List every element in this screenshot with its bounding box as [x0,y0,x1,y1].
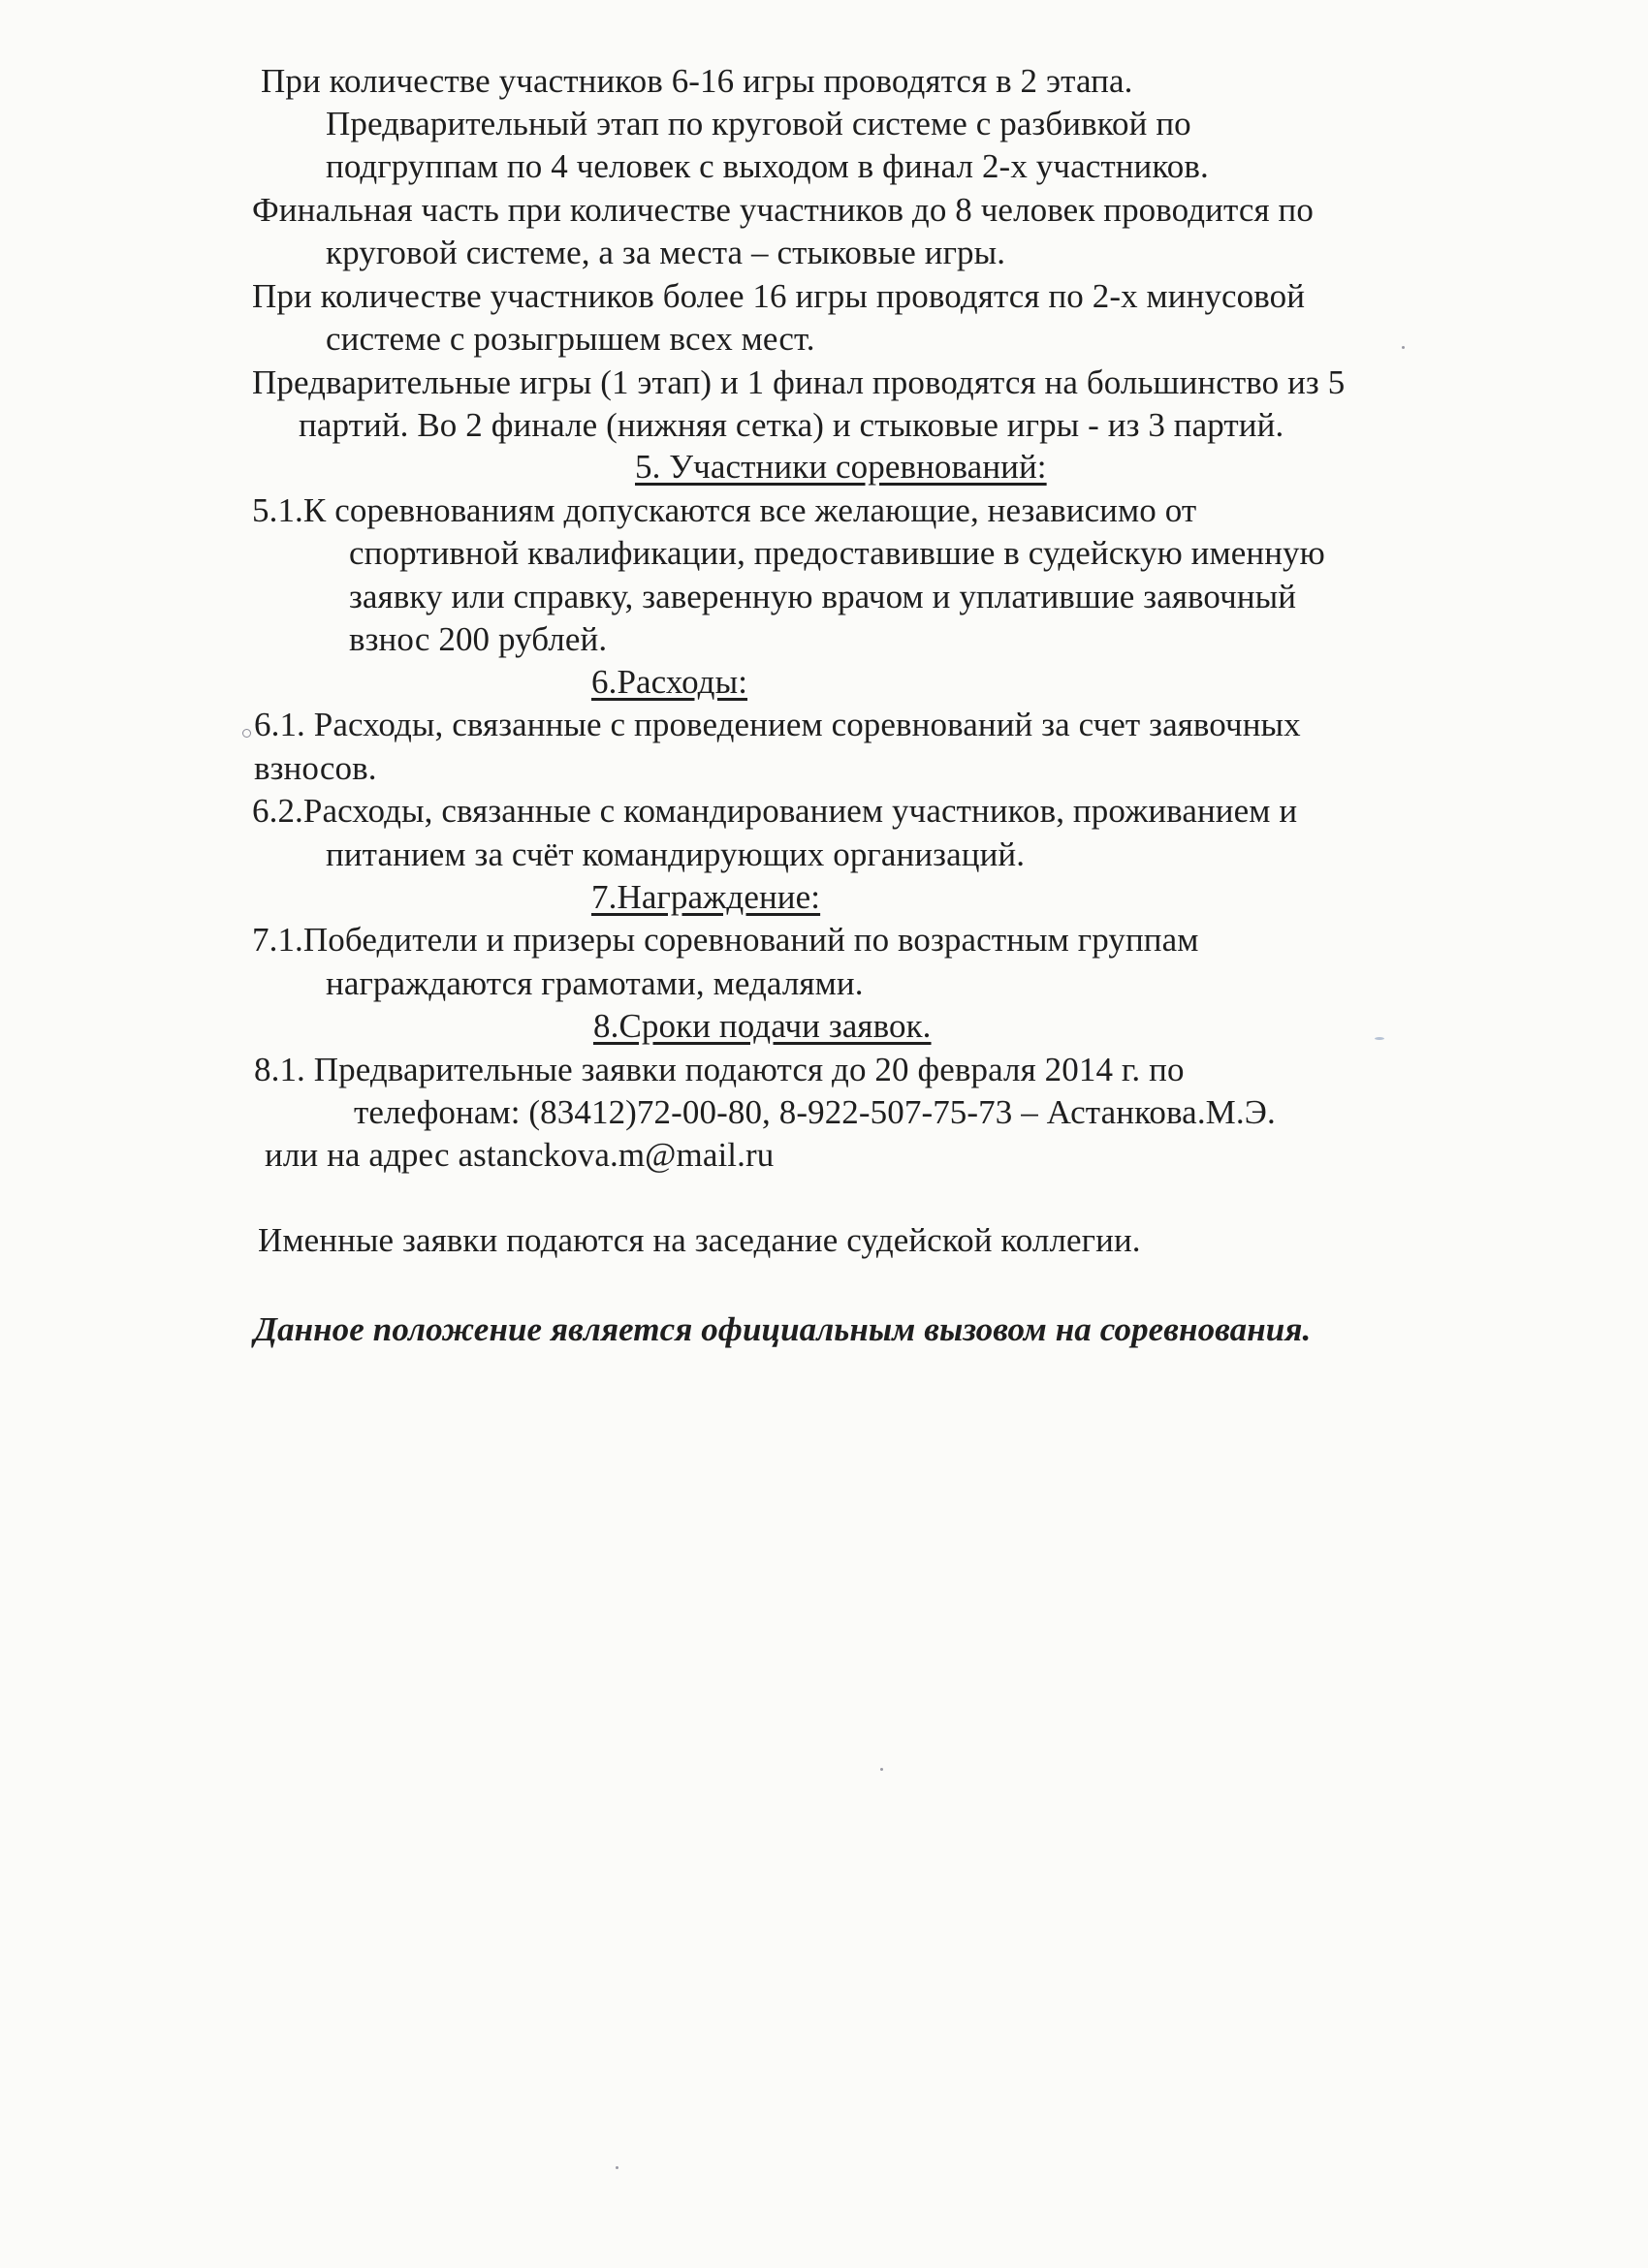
section-heading-participants: 5. Участники соревнований: [635,448,1047,486]
scan-speck [1375,1037,1384,1040]
text-line: 5.1.К соревнованиям допускаются все желающие, независимо от [252,491,1197,529]
section-heading-awards: 7.Награждение: [591,878,821,916]
scan-speck [616,2166,618,2169]
scan-speck [242,729,251,738]
text-line: взнос 200 рублей. [349,620,608,658]
section-heading-expenses: 6.Расходы: [591,663,748,701]
text-line: спортивной квалификации, предоставившие в судейскую именную [349,534,1325,572]
official-call-statement: Данное положение является официальным вызовом на соревнования. [254,1310,1312,1348]
text-line: 6.2.Расходы, связанные с командированием участников, проживанием и [252,792,1298,830]
text-line: При количестве участников более 16 игры проводятся по 2-х минусовой [252,277,1306,315]
text-line: 7.1.Победители и призеры соревнований по возрастным группам [252,921,1199,959]
text-line: награждаются грамотами, медалями. [326,964,864,1002]
text-line: системе с розыгрышем всех мест. [326,320,815,358]
text-line: Предварительный этап по круговой системе с разбивкой по [326,105,1191,142]
contact-email-line: или на адрес astanckova.m@mail.ru [265,1136,775,1174]
text-line: взносов. [254,749,377,787]
section-heading-deadlines: 8.Сроки подачи заявок. [593,1007,932,1045]
text-line: 8.1. Предварительные заявки подаются до 20 февраля 2014 г. по [254,1051,1185,1088]
text-line: Финальная часть при количестве участников до 8 человек проводится по [252,191,1314,229]
named-applications-note: Именные заявки подаются на заседание судейской коллегии. [258,1221,1141,1259]
text-line: подгруппам по 4 человек с выходом в финал 2-х участников. [326,147,1209,185]
scan-speck [1402,346,1405,349]
text-line: партий. Во 2 финале (нижняя сетка) и стыковые игры - из 3 партий. [299,406,1284,444]
text-line: 6.1. Расходы, связанные с проведением соревнований за счет заявочных [254,706,1301,743]
text-line: заявку или справку, заверенную врачом и уплатившие заявочный [349,578,1297,615]
text-line: Предварительные игры (1 этап) и 1 финал проводятся на большинство из 5 [252,363,1346,401]
scan-speck [880,1768,883,1771]
text-line: При количестве участников 6-16 игры проводятся в 2 этапа. [261,62,1133,100]
text-line: питанием за счёт командирующих организаций. [326,835,1026,873]
text-line: телефонам: (83412)72-00-80, 8-922-507-75-73 – Астанкова.М.Э. [354,1093,1276,1131]
text-line: круговой системе, а за места – стыковые игры. [326,234,1006,271]
